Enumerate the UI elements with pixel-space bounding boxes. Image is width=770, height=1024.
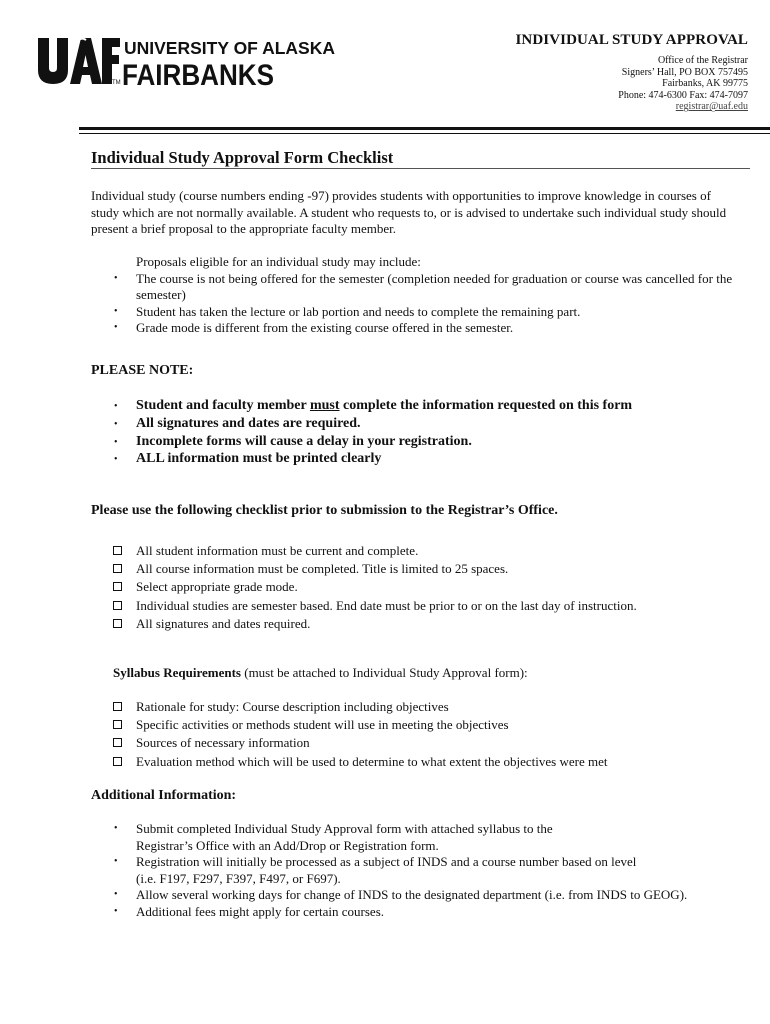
proposals-list: [91, 271, 741, 337]
checklist-item-text: Specific activities or methods student will use in meeting the objectives: [136, 717, 509, 733]
checkbox[interactable]: [113, 720, 122, 729]
bullet: •: [114, 823, 118, 834]
form-title: INDIVIDUAL STUDY APPROVAL: [515, 32, 748, 48]
checklist-item: [91, 542, 741, 560]
please-note-section: [91, 397, 741, 468]
checkbox[interactable]: [113, 738, 122, 747]
list-item-text: Student has taken the lecture or lab portion and needs to complete the remaining part.: [136, 303, 581, 319]
list-item-text: Additional fees might apply for certain courses.: [136, 903, 385, 919]
list-item: [91, 450, 741, 468]
logo-tm: TM: [112, 80, 121, 86]
note-text: Incomplete forms will cause a delay in your registration.: [136, 433, 472, 449]
checkbox[interactable]: [113, 702, 122, 711]
checkbox[interactable]: [113, 564, 122, 573]
please-note-list: [91, 397, 741, 468]
syllabus-heading-rest: (must be attached to Individual Study Approval form):: [240, 665, 528, 680]
page-title: Individual Study Approval Form Checklist: [91, 148, 394, 167]
address-line1: Signers’ Hall, PO BOX 757495: [621, 66, 748, 78]
syllabus-heading: [113, 665, 528, 681]
note-emphasis: must: [309, 398, 340, 413]
checklist-item: [91, 578, 741, 596]
uaf-logo-graphic: [36, 34, 335, 92]
checklist-item-text: All course information must be completed. Title is limited to 25 spaces.: [136, 561, 509, 577]
list-item: [91, 854, 731, 887]
checklist-item-text: Select appropriate grade mode.: [136, 579, 298, 595]
checklist-item: [91, 734, 741, 752]
note-text: complete the information requested on this form: [339, 398, 633, 413]
checklist-item-text: All signatures and dates required.: [136, 615, 311, 631]
list-item: [91, 433, 741, 451]
list-item-text: The course is not being offered for the semester (completion needed for graduation or course was cancelled for the semester): [136, 270, 733, 302]
list-item: [91, 821, 731, 854]
office-line: Office of the Registrar: [657, 55, 748, 66]
bullet: •: [114, 305, 118, 317]
checklist-item-text: Sources of necessary information: [136, 735, 310, 751]
checklist-item-text: Evaluation method which will be used to determine to what extent the objectives were met: [136, 753, 608, 769]
checkbox[interactable]: [113, 546, 122, 555]
note-text: ALL information must be printed clearly: [136, 451, 382, 467]
syllabus-section: [91, 698, 741, 771]
bullet: •: [114, 436, 118, 448]
checklist-heading: Please use the following checklist prior to submission to the Registrar’s Office.: [91, 503, 558, 518]
checklist-item-text: Individual studies are semester based. End date must be prior to or on the last day of instruction.: [136, 597, 637, 613]
syllabus-heading-bold: Syllabus Requirements: [113, 665, 241, 680]
list-item: [91, 415, 741, 433]
checkbox[interactable]: [113, 757, 122, 766]
note-text: Student and faculty member: [136, 398, 310, 413]
list-item-text: Grade mode is different from the existing course offered in the semester.: [136, 320, 514, 335]
checklist-item: [91, 716, 741, 734]
list-item-text: Registration will initially be processed as a subject of INDS and a course number based on level (i.e. F197, F297, F397, F497, or F697).: [136, 854, 637, 886]
bullet: •: [114, 905, 118, 917]
additional-list: [91, 821, 731, 920]
proposals-lead: Proposals eligible for an individual study may include:: [136, 254, 421, 269]
list-item-text: Submit completed Individual Study Approval form with attached syllabus to the Registrar’s Office with an Add/Drop or Registration form.: [136, 821, 553, 853]
please-note-heading: PLEASE NOTE:: [91, 363, 194, 378]
title-rule: [91, 168, 750, 169]
logo-line1: UNIVERSITY OF ALASKA: [124, 38, 335, 58]
bullet: •: [114, 322, 118, 333]
phone-line: Phone: 474-6300 Fax: 474-7097: [618, 89, 748, 101]
header-rule-thick: [79, 127, 770, 130]
list-item: [91, 304, 741, 321]
header-rule-thin: [79, 133, 770, 134]
checklist-item: [91, 597, 741, 615]
checklist-section: [91, 542, 741, 633]
bullet: •: [114, 856, 118, 867]
checkbox[interactable]: [113, 601, 122, 610]
list-item-text: Allow several working days for change of INDS to the designated department (i.e. from INDS to GEOG).: [136, 887, 688, 902]
list-item: [91, 904, 731, 921]
checkbox[interactable]: [113, 619, 122, 628]
bullet: •: [114, 418, 118, 430]
checklist-item: [91, 753, 741, 771]
email-link[interactable]: registrar@uaf.edu: [675, 101, 748, 113]
registrar-contact: [618, 55, 748, 113]
note-text: All signatures and dates are required.: [136, 415, 361, 431]
bullet: •: [114, 889, 118, 900]
checklist: [91, 542, 741, 633]
bullet: •: [114, 401, 118, 412]
list-item: [91, 271, 741, 304]
checklist-item: [91, 615, 741, 633]
additional-heading: Additional Information:: [91, 788, 237, 803]
checklist-item: [91, 698, 741, 716]
logo-line2: FAIRBANKS: [122, 59, 274, 92]
list-item: [91, 397, 741, 415]
syllabus-checklist: [91, 698, 741, 771]
checkbox[interactable]: [113, 582, 122, 591]
proposals-section: [91, 254, 741, 337]
checklist-item: [91, 560, 741, 578]
bullet: •: [114, 454, 118, 466]
uaf-logo: [36, 34, 335, 92]
intro-paragraph: Individual study (course numbers ending -97) provides students with opportunities to improve knowledge in courses of study which are not normally available. A student who requests to, or is advised to undertake such individual study should present a brief proposal to the appropriate faculty member.: [91, 188, 727, 236]
address-line2: Fairbanks, AK 99775: [662, 78, 748, 90]
bullet: •: [114, 272, 118, 284]
checklist-item-text: Rationale for study: Course description including objectives: [136, 699, 449, 714]
list-item: [91, 320, 741, 337]
checklist-item-text: All student information must be current and complete.: [136, 543, 419, 558]
list-item: [91, 887, 731, 904]
additional-section: [91, 821, 731, 920]
